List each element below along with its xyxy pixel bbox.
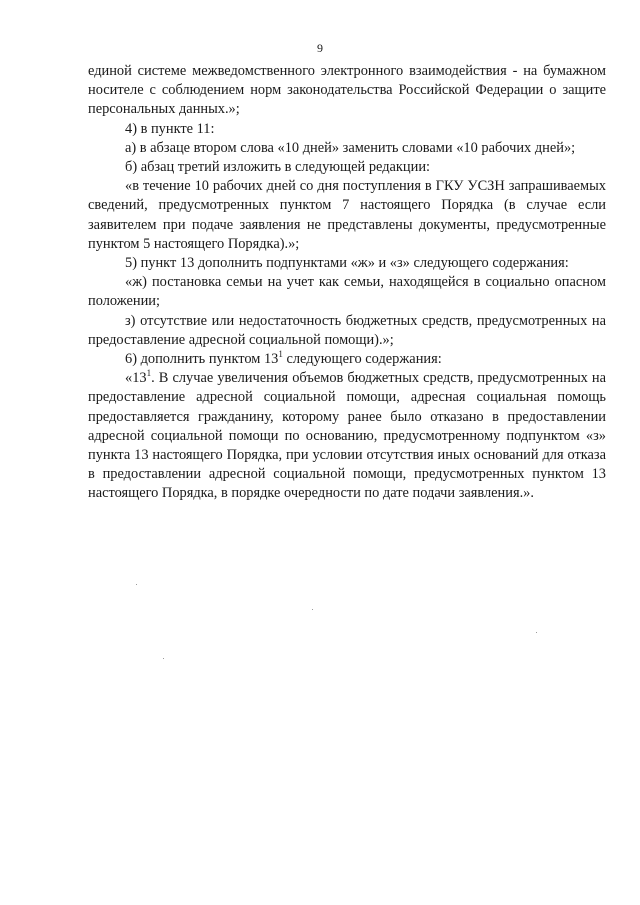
paragraph-quote-10-days: «в течение 10 рабочих дней со дня поступления в ГКУ УСЗН запрашиваемых сведений, предусмотренных пунктом 7 настоящего Порядка (в случае если заявителем при подаче заявления не представлены документы, предусмотренные пунктом 5 настоящего Порядка).»; (88, 178, 606, 252)
item-6-text: 6) дополнить пунктом 13 (125, 351, 279, 368)
page-number: 9 (317, 41, 323, 55)
item-13-1-superscript: 1 (146, 368, 152, 379)
paragraph-item-4: 4) в пункте 11: (125, 120, 215, 137)
paragraph-continuation: единой системе межведомственного электронного взаимодействия - на бумажном носителе с соблюдением норм законодательства Российской Федерации о защите персональных данных.»; (88, 63, 606, 118)
document-body (88, 62, 606, 504)
paragraph-new-item-13-1 (88, 369, 606, 503)
item-13-1-text: . В случае увеличения объемов бюджетных средств, предусмотренных на предоставление адресной социальной помощи, адресная социальная помощь предоставляется гражданину, которому ранее было отказано в предоставлении адресной социальной помощи по основанию, предусмотренному подпунктом «з» пункта 13 настоящего Порядка, при условии отсутствия иных оснований для отказа в предоставлении адресной социальной помощи, предусмотренных пунктом 13 настоящего Порядка, в порядке очередности по дате подачи заявления.». (88, 370, 606, 502)
paragraph-subitem-z: з) отсутствие или недостаточность бюджетных средств, предусмотренных на предоставление адресной социальной помощи).»; (88, 312, 606, 348)
paragraph-item-4a: а) в абзаце втором слова «10 дней» заменить словами «10 рабочих дней»; (125, 139, 576, 156)
paragraph-item-5: 5) пункт 13 дополнить подпунктами «ж» и «з» следующего содержания: (125, 255, 569, 272)
paragraph-item-6 (88, 350, 606, 369)
paragraph-item-4b: б) абзац третий изложить в следующей редакции: (125, 159, 431, 176)
item-6-superscript: 1 (278, 349, 283, 360)
paragraph-subitem-zh: «ж) постановка семьи на учет как семьи, находящейся в социально опасном положении; (88, 274, 606, 310)
item-6-text-end: следующего содержания: (282, 351, 442, 368)
item-13-1-open: «13 (125, 370, 147, 387)
